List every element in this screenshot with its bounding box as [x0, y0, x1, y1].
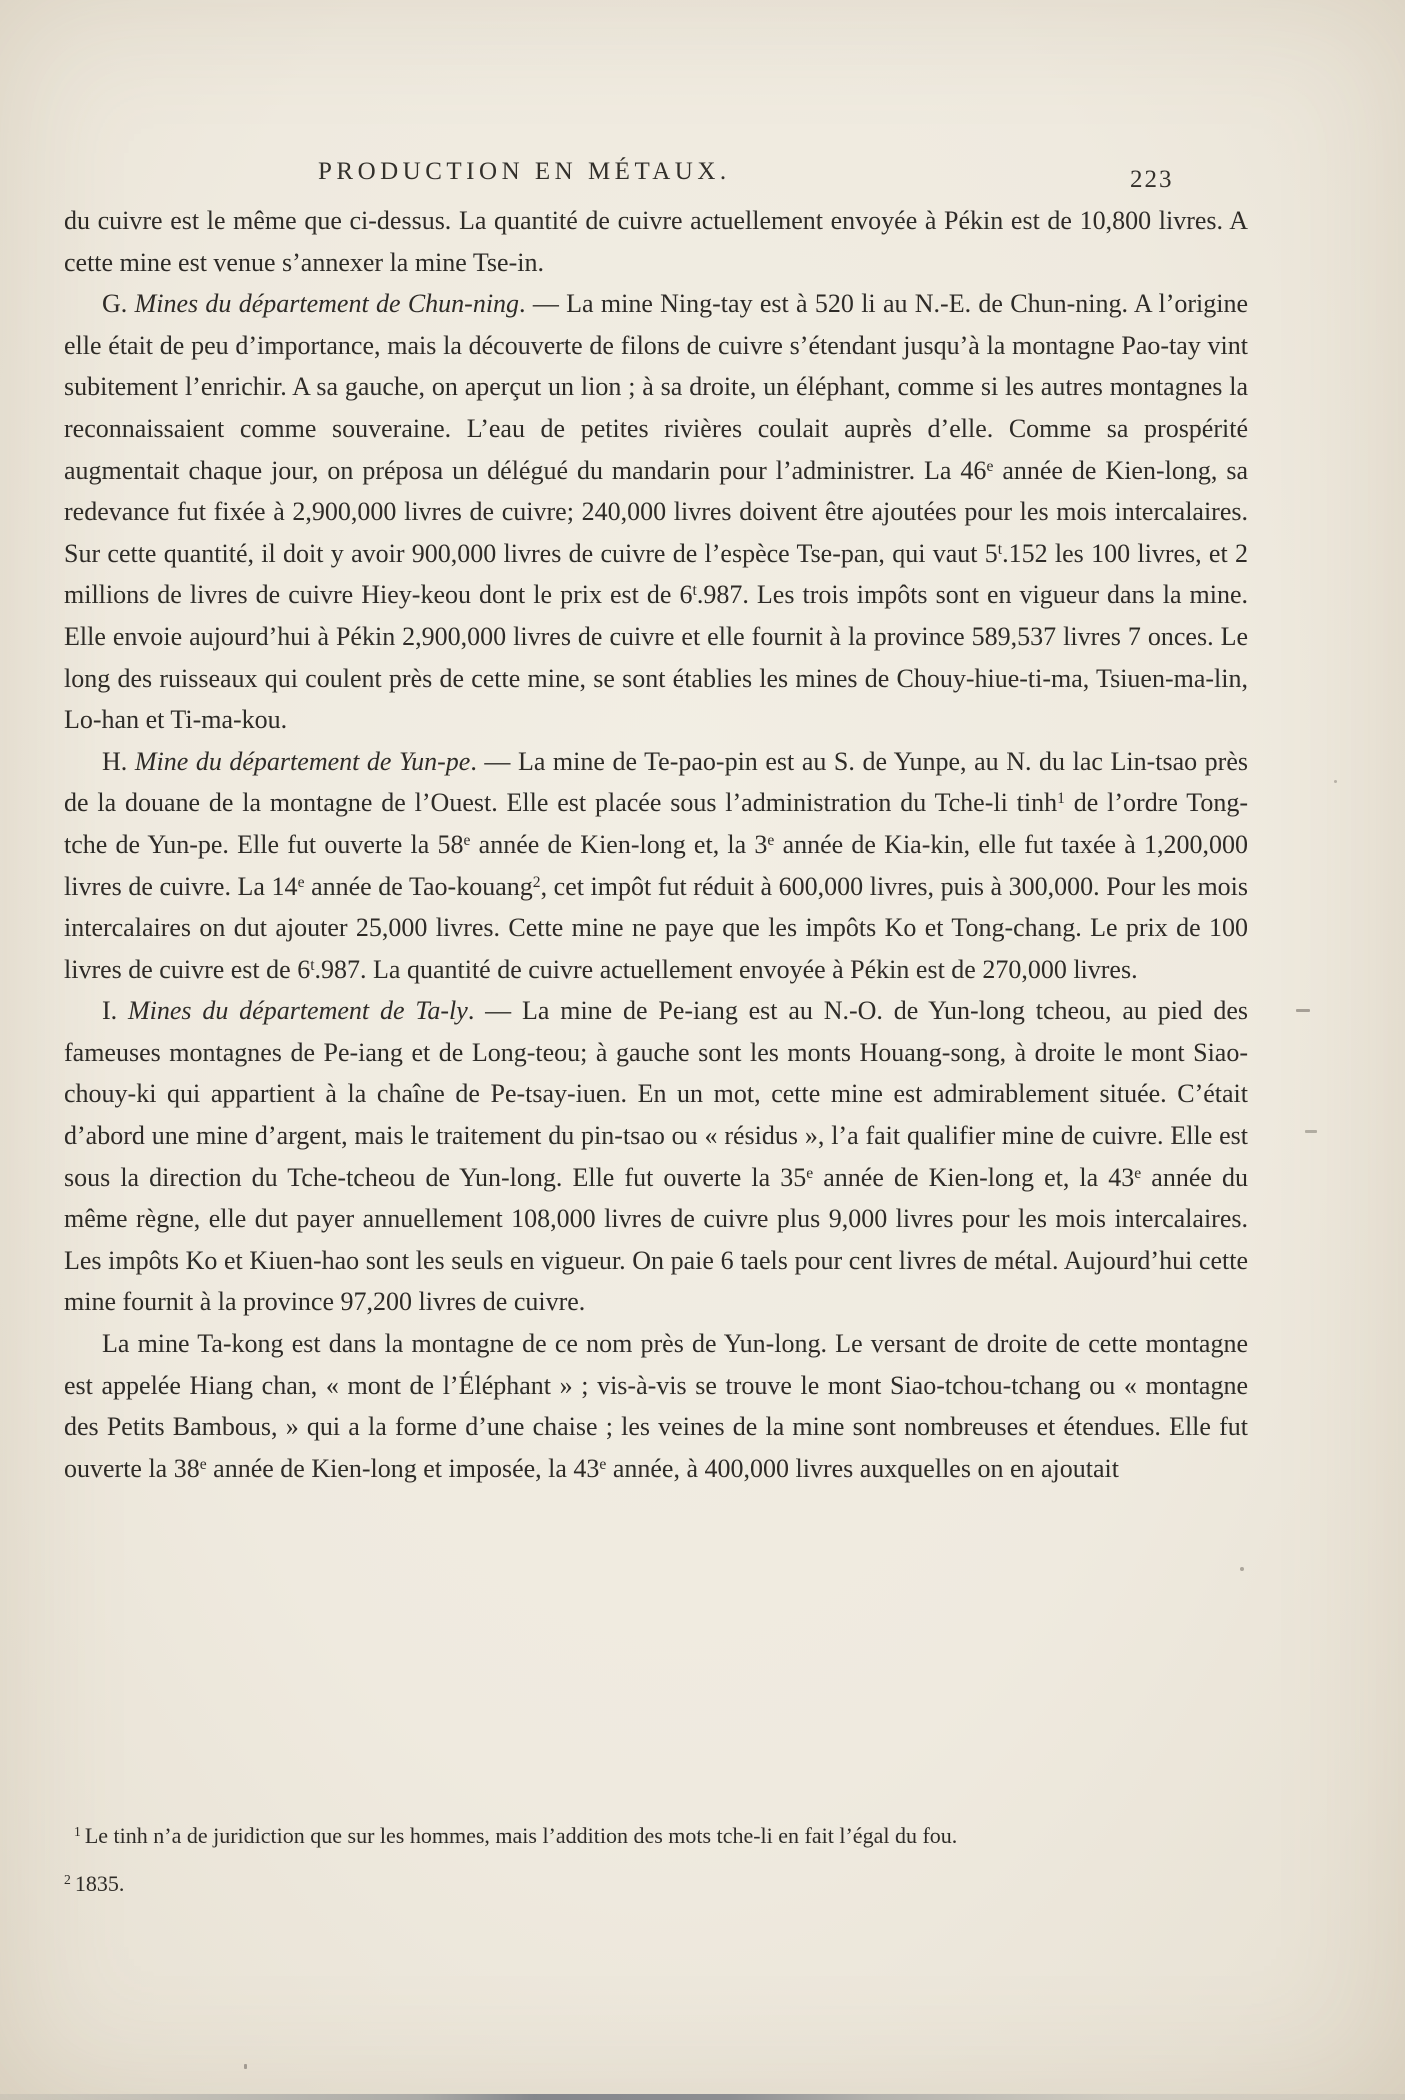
paragraph: du cuivre est le même que ci-dessus. La quantité de cuivre actuellement envoyée à Pékin est de 10,800 livres. A cette mine est venue s’annexer la mine Tse-in.	[64, 206, 1248, 277]
scan-speck	[244, 2064, 247, 2069]
paragraph: H. Mine du département de Yun-pe. — La mine de Te-pao-pin est au S. de Yunpe, au N. du lac Lin-tsao près de la douane de la montagne de l’Ouest. Elle est placée sous l’administration du Tche-li tinh$^1$ de l’ordre Tong-tche de Yun-pe. Elle fut ouverte la 58e année de Kien-long et, la 3e année de Kia-kin, elle fut taxée à 1,200,000 livres de cuivre. La 14e année de Tao-kouang$^2$, cet impôt fut réduit à 600,000 livres, puis à 300,000. Pour les mois intercalaires on dut ajouter 25,000 livres. Cette mine ne paye que les impôts Ko et Tong-chang. Le prix de 100 livres de cuivre est de 6$^t$.987. La quantité de cuivre actuellement envoyée à Pékin est de 270,000 livres.	[64, 746, 1249, 984]
footnote-marker: 2	[64, 1871, 71, 1887]
page-number: 223	[1130, 166, 1174, 193]
scan-speck	[1240, 1567, 1244, 1571]
scan-edge-shadow	[0, 2094, 1405, 2100]
paragraph: La mine Ta-kong est dans la montagne de ce nom près de Yun-long. Le versant de droite de cette montagne est appelée Hiang chan, « mont de l’Éléphant » ; vis-à-vis se trouve le mont Siao-tchou-tchang ou « montagne des Petits Bambous, » qui a la forme d’une chaise ; les veines de la mine sont nombreuses et étendues. Elle fut ouverte la 38e année de Kien-long et imposée, la 43e année, à 400,000 livres auxquelles on en ajoutait	[64, 1329, 1248, 1483]
footnote: $^2$ 1835.	[64, 1871, 125, 1896]
page-title: PRODUCTION EN MÉTAUX.	[318, 158, 731, 185]
footnotes	[64, 1812, 1248, 1908]
footnote-marker: 1	[74, 1823, 81, 1839]
scan-speck	[1296, 1009, 1310, 1012]
paragraph: I. Mines du département de Ta-ly. — La mine de Pe-iang est au N.-O. de Yun-long tcheou, au pied des fameuses montagnes de Pe-iang et de Long-teou; à gauche sont les monts Houang-song, à droite le mont Siao-chouy-ki qui appartient à la chaîne de Pe-tsay-iuen. En un mot, cette mine est admirablement située. C’était d’abord une mine d’argent, mais le traitement du pin-tsao ou « résidus », l’a fait qualifier mine de cuivre. Elle est sous la direction du Tche-tcheou de Yun-long. Elle fut ouverte la 35e année de Kien-long et, la 43e année du même règne, elle dut payer annuellement 108,000 livres de cuivre plus 9,000 livres pour les mois intercalaires. Les impôts Ko et Kiuen-hao sont les seuls en vigueur. On paie 6 taels pour cent livres de métal. Aujourd’hui cette mine fournit à la province 97,200 livres de cuivre.	[64, 996, 1248, 1317]
scan-speck	[1334, 780, 1337, 783]
body-text	[64, 200, 1248, 1489]
paragraph: G. Mines du département de Chun-ning. — La mine Ning-tay est à 520 li au N.-E. de Chun-ning. A l’origine elle était de peu d’importance, mais la découverte de filons de cuivre s’étendant jusqu’à la montagne Pao-tay vint subitement l’enrichir. A sa gauche, on aperçut un lion ; à sa droite, un éléphant, comme si les autres montagnes la reconnaissaient comme souveraine. L’eau de petites rivières coulait auprès d’elle. Comme sa prospérité augmentait chaque jour, on préposa un délégué du mandarin pour l’administrer. La 46e année de Kien-long, sa redevance fut fixée à 2,900,000 livres de cuivre; 240,000 livres doivent être ajoutées pour les mois intercalaires. Sur cette quantité, il doit y avoir 900,000 livres de cuivre de l’espèce Tse-pan, qui vaut 5$^t$.152 les 100 livres, et 2 millions de livres de cuivre Hiey-keou dont le prix est de 6$^t$.987. Les trois impôts sont en vigueur dans la mine. Elle envoie aujourd’hui à Pékin 2,900,000 livres de cuivre et elle fournit à la province 589,537 livres 7 onces. Le long des ruisseaux qui coulent près de cette mine, se sont établies les mines de Chouy-hiue-ti-ma, Tsiuen-ma-lin, Lo-han et Ti-ma-kou.	[64, 289, 1249, 735]
scan-speck	[1305, 1130, 1317, 1133]
footnote: $^1$ Le tinh n’a de juridiction que sur les hommes, mais l’addition des mots tche-li en fait l’égal du fou.	[74, 1823, 958, 1848]
